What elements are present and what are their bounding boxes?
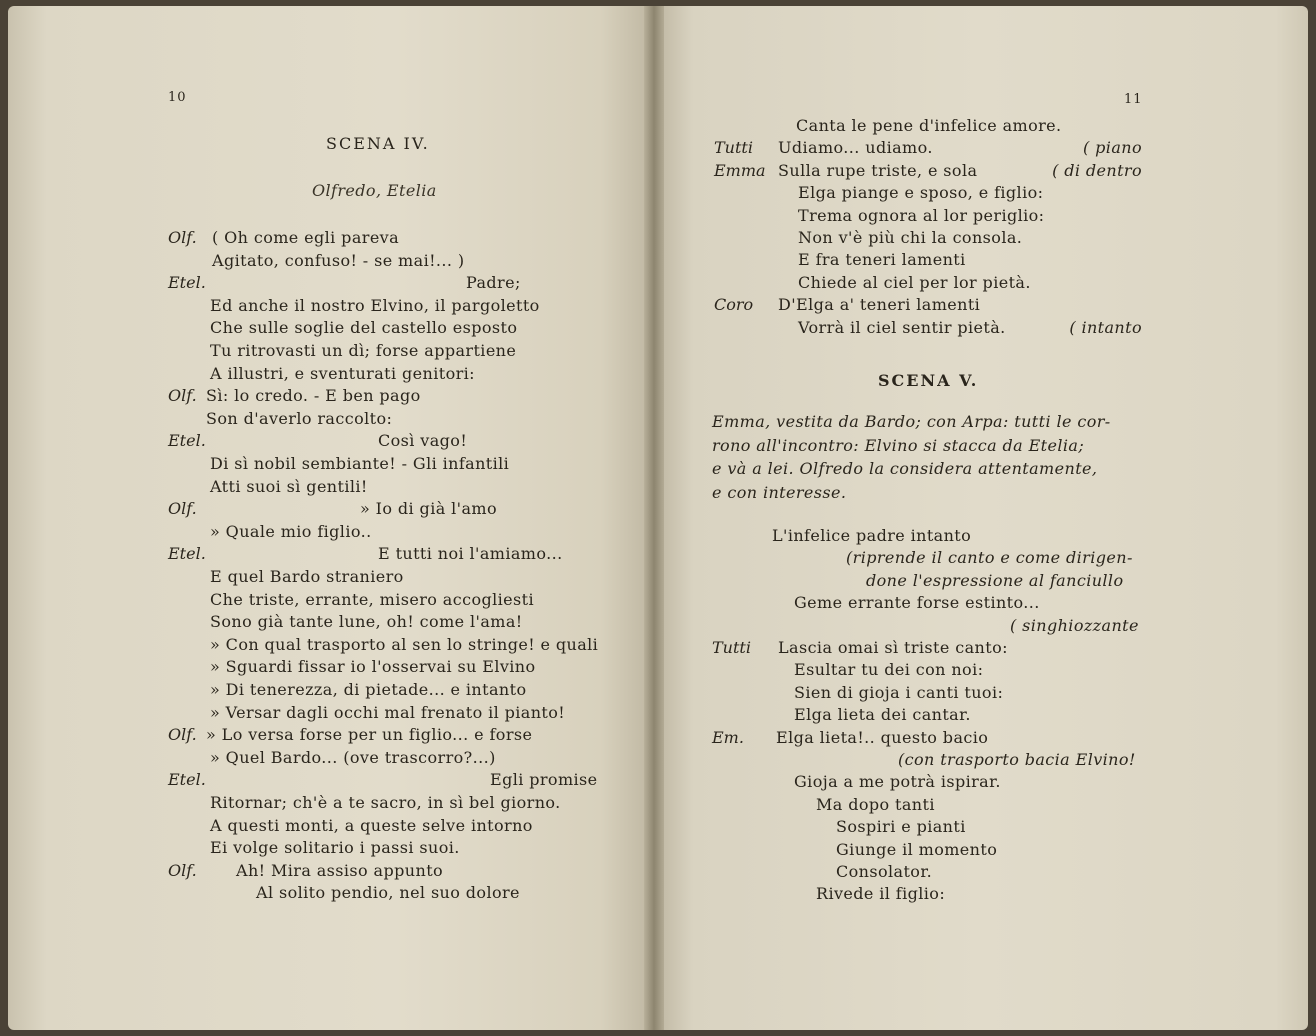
speaker-label: Olf. [168,386,197,406]
right-page-number: 11 [1124,92,1143,107]
verse-line: Esultar tu dei con noi: [794,660,984,680]
speaker-label: Etel. [168,431,206,451]
verse-line: A questi monti, a queste selve intorno [210,815,533,835]
stage-direction-line: Emma, vestita da Bardo; con Arpa: tutti le cor- [712,412,1111,431]
speaker-label: Olf. [168,860,197,880]
verse-line: E fra teneri lamenti [798,250,966,270]
verse-line: Vorrà il ciel sentir pietà. [798,317,1006,337]
stage-direction-line: e con interesse. [712,482,847,502]
verse-line: » Io di già l'amo [360,499,498,519]
verse-line: Geme errante forse estinto... [794,593,1040,613]
verse-line: Ah! Mira assiso appunto [236,860,444,880]
speaker-label: Emma [714,160,766,180]
verse-line: Così vago! [378,431,468,451]
verse-line: Trema ognora al lor periglio: [798,205,1045,225]
stage-note: (riprende il canto e come dirigen- [846,548,1133,568]
verse-line: » Quel Bardo... (ove trascorro?...) [210,747,496,767]
speaker-label: Etel. [168,770,206,790]
verse-line: » Quale mio figlio.. [210,521,372,541]
speaker-label: Etel. [168,273,206,293]
verse-line: Ed anche il nostro Elvino, il pargoletto [210,295,540,315]
verse-line: Sono già tante lune, oh! come l'ama! [210,612,523,632]
verse-line: Elga lieta dei cantar. [794,705,971,725]
verse-line: Sospiri e pianti [836,817,966,837]
verse-line: » Con qual trasporto al sen lo stringe! e quali [210,634,599,654]
verse-line: Sulla rupe triste, e sola [778,160,978,180]
stage-note: ( di dentro [1052,160,1142,180]
verse-line: Canta le pene d'infelice amore. [796,116,1062,135]
stage-direction-line: e và a lei. Olfredo la considera attentamente, [712,459,1098,478]
left-scene-characters: Olfredo, Etelia [312,181,437,200]
verse-line: E quel Bardo straniero [210,567,404,586]
verse-line: Chiede al ciel per lor pietà. [798,272,1031,292]
verse-line: Son d'averlo raccolto: [206,408,393,428]
verse-line: Al solito pendio, nel suo dolore [256,883,520,903]
stage-note: ( piano [1083,138,1142,158]
verse-line: Ei volge solitario i passi suoi. [210,838,460,858]
verse-line: Elga lieta!.. questo bacio [776,727,989,747]
stage-note: done l'espressione al fanciullo [866,570,1124,590]
verse-line: » Di tenerezza, di pietade... e intanto [210,680,527,699]
verse-line: A illustri, e sventurati genitori: [210,363,475,383]
verse-line: D'Elga a' teneri lamenti [778,295,981,315]
verse-line: Ritornar; ch'è a te sacro, in sì bel giorno. [210,793,561,812]
speaker-label: Tutti [714,138,753,158]
stage-note: ( intanto [1069,317,1142,337]
verse-line: Di sì nobil sembiante! - Gli infantili [210,454,510,473]
verse-line: » Sguardi fissar io l'osservai su Elvino [210,657,536,677]
verse-line: Che triste, errante, misero accogliesti [210,589,534,609]
speaker-label: Olf. [168,725,197,745]
verse-line: Tu ritrovasti un dì; forse appartiene [210,341,517,360]
verse-line: Lascia omai sì triste canto: [778,638,1008,657]
verse-line: L'infelice padre intanto [772,526,972,545]
verse-line: Consolator. [836,862,933,881]
verse-line: ( Oh come egli pareva [212,228,400,247]
stage-note: (con trasporto bacia Elvino! [898,750,1136,769]
verse-line: Atti suoi sì gentili! [210,476,368,496]
verse-line: Padre; [466,273,521,293]
speaker-label: Olf. [168,228,197,247]
verse-line: Egli promise [490,770,598,790]
verse-line: Gioja a me potrà ispirar. [794,772,1001,792]
book-gutter [644,6,664,1030]
verse-line: » Lo versa forse per un figlio... e forse [206,725,533,745]
speaker-label: Etel. [168,544,206,564]
stage-note: ( singhiozzante [1010,615,1139,635]
verse-line: Sien di gioja i canti tuoi: [794,682,1004,702]
verse-line: Agitato, confuso! - se mai!... ) [212,250,465,270]
speaker-label: Olf. [168,499,197,519]
verse-line: Ma dopo tanti [816,794,935,814]
verse-line: Che sulle soglie del castello esposto [210,318,518,338]
verse-line: Giunge il momento [836,839,998,859]
verse-line: » Versar dagli occhi mal frenato il pianto! [210,702,566,722]
verse-line: E tutti noi l'amiamo... [378,544,563,564]
verse-line: Sì: lo credo. - E ben pago [206,386,421,406]
stage-direction-line: rono all'incontro: Elvino si stacca da Etelia; [712,435,1085,455]
speaker-label: Coro [714,295,754,315]
left-scene-title: SCENA IV. [326,134,430,153]
left-page-number: 10 [168,90,187,105]
verse-line: Elga piange e sposo, e figlio: [798,183,1044,203]
verse-line: Udiamo... udiamo. [778,138,933,158]
right-page [654,6,1308,1030]
verse-line: Non v'è più chi la consola. [798,228,1023,247]
speaker-label: Tutti [712,638,751,657]
right-scene-title: SCENA V. [878,371,979,390]
verse-line: Rivede il figlio: [816,884,946,904]
speaker-label: Em. [712,727,744,747]
